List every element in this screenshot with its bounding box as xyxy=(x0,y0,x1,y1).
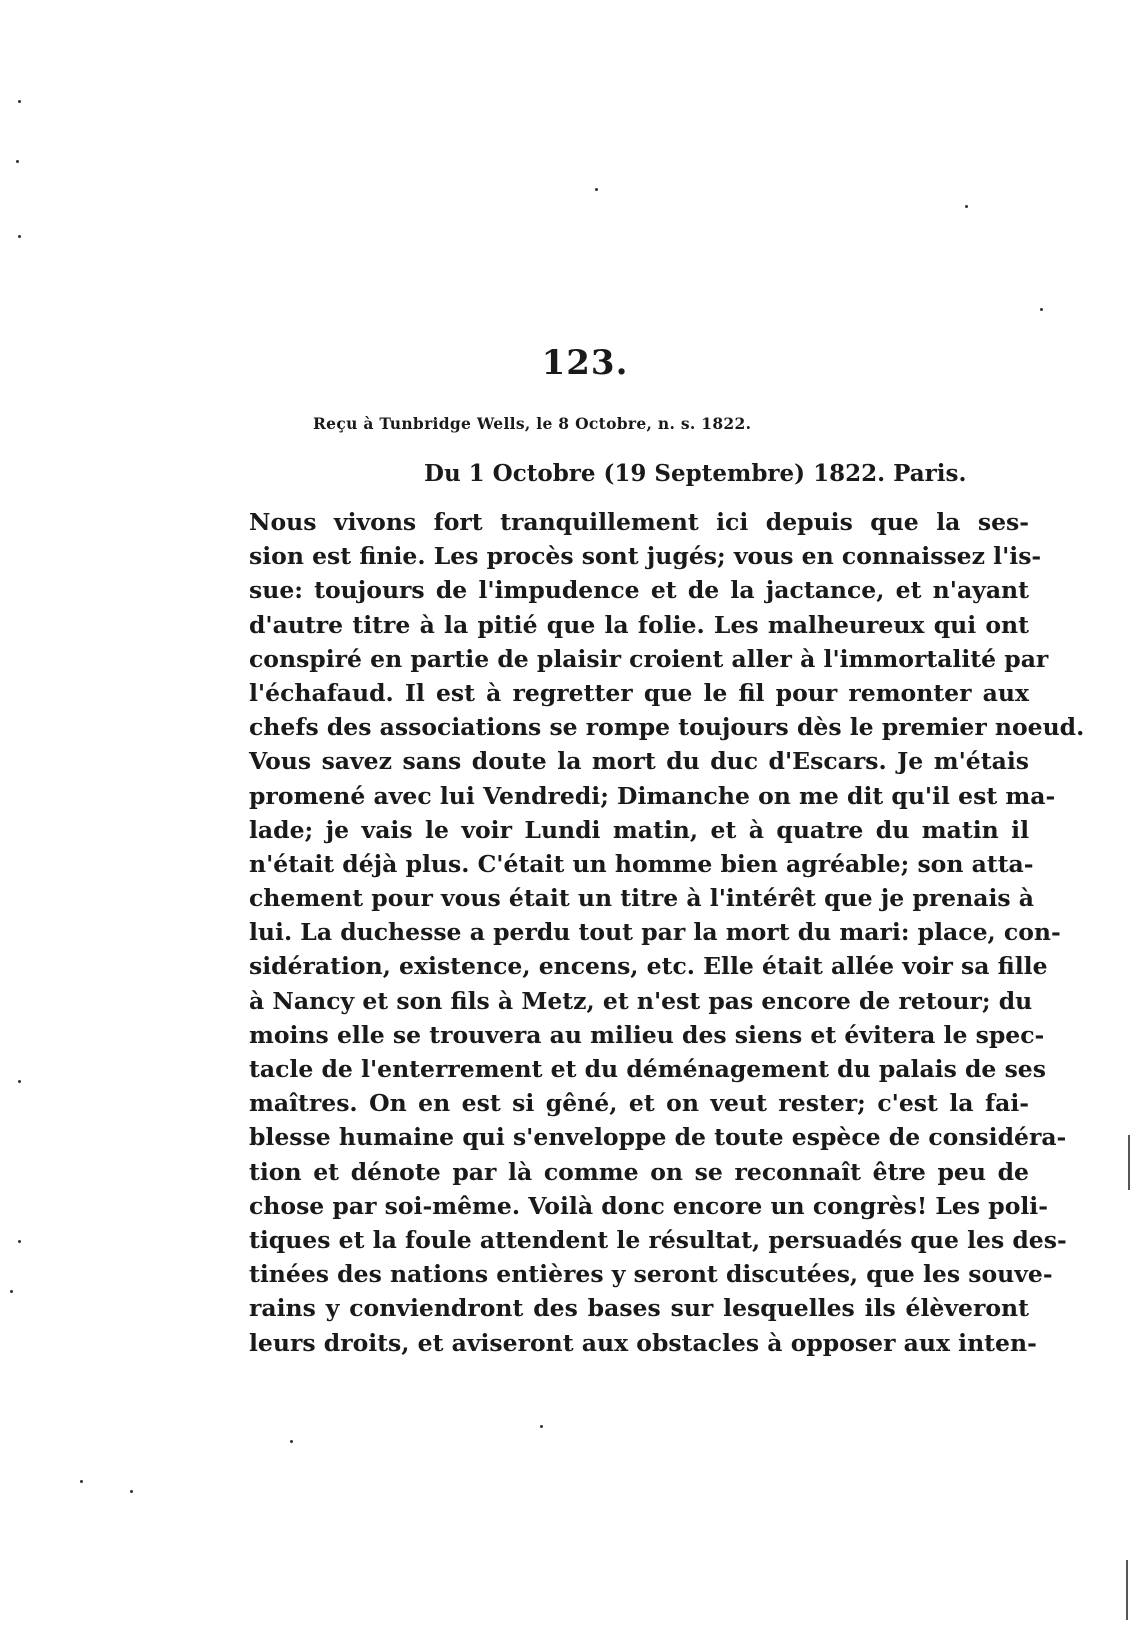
scan-speck xyxy=(540,1425,543,1428)
letter-body xyxy=(249,505,1085,1360)
body-line: à Nancy et son fils à Metz, et n'est pas encore de retour; du xyxy=(249,986,1033,1015)
scan-edge-mark xyxy=(1128,1135,1130,1190)
body-line: conspiré en partie de plaisir croient aller à l'immortalité par xyxy=(249,644,1049,673)
body-line: Nous vivons fort tranquillement ici depuis que la ses- xyxy=(249,508,1029,536)
body-line: tinées des nations entières y seront discutées, que les souve- xyxy=(249,1260,1053,1289)
body-line: d'autre titre à la pitié que la folie. Les malheureux qui ont xyxy=(249,610,1029,639)
body-line: chose par soi-même. Voilà donc encore un congrès! Les poli- xyxy=(249,1191,1048,1220)
body-line: chefs des associations se rompe toujours dès le premier noeud. xyxy=(249,713,1085,742)
scan-speck xyxy=(965,205,968,208)
body-line: Vous savez sans doute la mort du duc d'Escars. Je m'étais xyxy=(249,747,1029,776)
received-note: Reçu à Tunbridge Wells, le 8 Octobre, n. s. 1822. xyxy=(313,414,752,433)
body-line: maîtres. On en est si gêné, et on veut rester; c'est la fai- xyxy=(249,1089,1029,1118)
scan-speck xyxy=(16,160,19,163)
body-line: tion et dénote par là comme on se reconnaît être peu de xyxy=(249,1157,1029,1186)
body-line: lui. La duchesse a perdu tout par la mort du mari: place, con- xyxy=(249,918,1061,947)
scan-speck xyxy=(595,188,598,191)
body-line: blesse humaine qui s'enveloppe de toute espèce de considéra- xyxy=(249,1123,1067,1152)
body-line: tiques et la foule attendent le résultat, persuadés que les des- xyxy=(249,1225,1067,1254)
body-line: l'échafaud. Il est à regretter que le fil pour remonter aux xyxy=(249,678,1029,707)
body-line: tacle de l'enterrement et du déménagement du palais de ses xyxy=(249,1055,1046,1083)
letter-number: 123. xyxy=(541,343,629,383)
body-line: promené avec lui Vendredi; Dimanche on me dit qu'il est ma- xyxy=(249,781,1056,810)
body-line: n'était déjà plus. C'était un homme bien agréable; son atta- xyxy=(249,849,1034,878)
body-line: rains y conviendront des bases sur lesquelles ils élèveront xyxy=(249,1294,1029,1323)
body-line: chement pour vous était un titre à l'intérêt que je prenais à xyxy=(249,884,1035,913)
body-line: lade; je vais le voir Lundi matin, et à quatre du matin il xyxy=(249,815,1029,844)
body-line: sion est finie. Les procès sont jugés; vous en connaissez l'is- xyxy=(249,542,1042,571)
body-line: sidération, existence, encens, etc. Elle était allée voir sa fille xyxy=(249,952,1048,981)
scan-speck xyxy=(290,1440,293,1443)
scan-speck xyxy=(130,1490,133,1493)
scan-speck xyxy=(18,1240,21,1243)
scan-speck xyxy=(80,1480,83,1483)
body-line: sue: toujours de l'impudence et de la jactance, et n'ayant xyxy=(249,576,1029,605)
scan-speck xyxy=(1040,308,1043,311)
scan-edge-mark xyxy=(1126,1560,1128,1620)
scan-speck xyxy=(18,235,21,238)
body-line: leurs droits, et aviseront aux obstacles à opposer aux inten- xyxy=(249,1328,1037,1357)
scan-speck xyxy=(18,1080,21,1083)
scan-speck xyxy=(10,1290,13,1293)
date-line: Du 1 Octobre (19 Septembre) 1822. Paris. xyxy=(424,460,967,487)
body-line: moins elle se trouvera au milieu des siens et évitera le spec- xyxy=(249,1020,1045,1049)
scan-speck xyxy=(18,100,21,103)
